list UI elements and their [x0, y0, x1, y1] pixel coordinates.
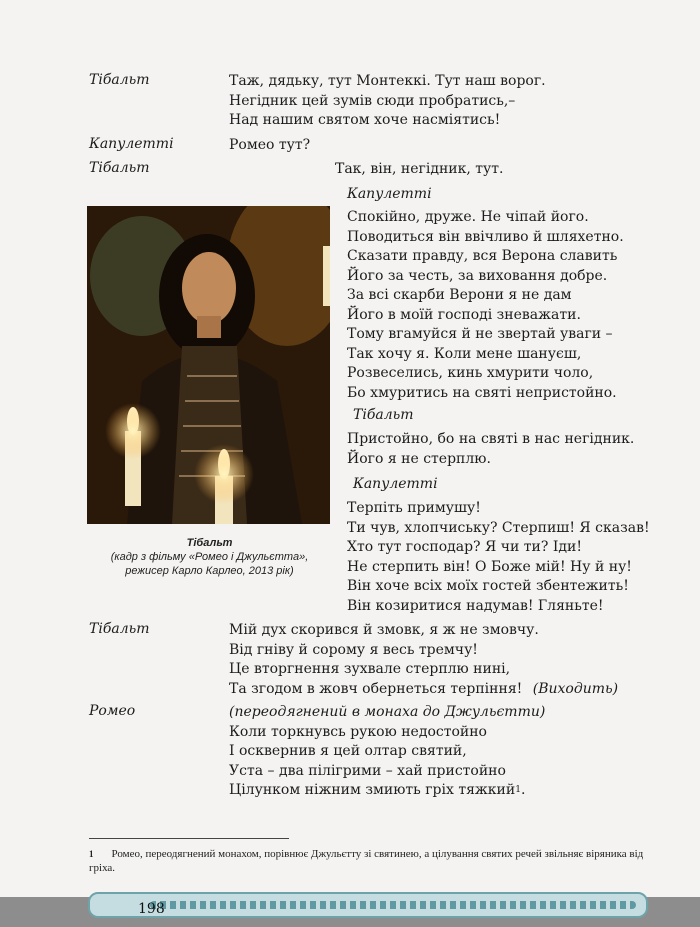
decorative-ornament-border — [88, 892, 648, 918]
verse-line: Спокійно, друже. Не чіпай його. — [347, 209, 589, 225]
speech-romeo — [229, 703, 545, 801]
verse-line: Негідник цей зумів сюди пробратись,– — [229, 92, 516, 109]
verse-line: Розвеселись, кинь хмурити чоло, — [347, 365, 594, 381]
verse-text: Цілунком ніжним змиють гріх тяжкий — [229, 782, 516, 798]
verse-end-punct: . — [520, 782, 526, 798]
verse-line: І осквернив я цей олтар святий, — [229, 743, 467, 759]
verse-line: Так хочу я. Коли мене шануєш, — [347, 345, 582, 362]
stage-direction-exit: (Виходить) — [532, 680, 619, 697]
speaker-tybalt-2: Тібальт — [89, 160, 150, 176]
verse-line: Таж, дядьку, тут Монтеккі. Тут наш ворог. — [229, 73, 546, 89]
verse-line: Мій дух скорився й змовк, я ж не змовчу. — [229, 622, 539, 638]
speech-tybalt-4 — [229, 621, 618, 699]
verse-line: Пристойно, бо на святі в нас негідник. — [347, 431, 635, 447]
speech-tybalt-3 — [347, 430, 634, 469]
verse-line: Його в моїй господі зневажати. — [347, 306, 581, 323]
speech-capulet-1 — [229, 136, 310, 156]
speaker-capulet-3: Капулетті — [353, 476, 438, 492]
page-number: 198 — [138, 901, 165, 917]
verse-line: Від гніву й сорому я весь тремчу! — [229, 641, 478, 658]
verse-line: Не стерпить він! О Боже мій! Ну й ну! — [347, 558, 632, 575]
verse-line: Тому вгамуйся й не звертай уваги – — [347, 326, 613, 342]
footnote-number: 1 — [89, 849, 94, 859]
film-still-image — [87, 206, 330, 524]
verse-line: Сказати правду, вся Верона славить — [347, 248, 618, 264]
verse-line: Це вторгнення зухвале стерплю нині, — [229, 661, 511, 677]
verse-line: Він хоче всіх моїх гостей збентежить! — [347, 578, 629, 594]
speaker-tybalt-1: Тібальт — [89, 72, 150, 88]
footnote-marker[interactable]: 1 — [515, 785, 521, 795]
speech-capulet-2 — [347, 208, 624, 403]
speech-tybalt-1 — [229, 72, 546, 131]
verse-line: Він козиритися надумав! Гляньте! — [347, 597, 604, 614]
speaker-tybalt-3: Тібальт — [353, 407, 414, 423]
footnote-divider — [89, 838, 289, 839]
tybalt-portrait-illustration — [87, 206, 330, 524]
footnote-text: Ромео, переодягнений монахом, порівнює Джульєтту зі святинею, а цілування святих речей звільняє віряника від гріха. — [89, 848, 644, 874]
verse-line — [229, 680, 618, 700]
stage-direction-disguise: (переодягнений в монаха до Джульєтти) — [229, 704, 546, 720]
verse-line: Хто тут господар? Я чи ти? Іди! — [347, 539, 582, 555]
verse-line: Бо хмуритись на святі непристойно. — [347, 384, 617, 401]
verse-line: Поводиться він ввічливо й шляхетно. — [347, 228, 624, 245]
speaker-capulet-1: Капулетті — [89, 136, 174, 152]
caption-title: Тібальт — [186, 537, 233, 549]
ornament-pattern — [150, 901, 636, 909]
verse-line — [229, 781, 545, 801]
verse-line: Коли торкнувсь рукою недостойно — [229, 723, 487, 740]
speaker-capulet-2: Капулетті — [347, 186, 432, 202]
speaker-romeo: Ромео — [89, 703, 136, 719]
verse-line: Ромео тут? — [229, 137, 311, 153]
verse-line: Його за честь, за виховання добре. — [347, 267, 608, 284]
verse-line: Ти чув, хлопчиську? Стерпиш! Я сказав! — [347, 519, 650, 536]
verse-line: Його я не стерплю. — [347, 450, 491, 467]
speech-capulet-3 — [347, 499, 650, 616]
footnote — [89, 847, 654, 875]
verse-line: Так, він, негідник, тут. — [335, 161, 504, 177]
caption-line: (кадр з фільму «Ромео і Джульєтта», — [110, 551, 309, 563]
verse-line: Уста – два пілігрими – хай пристойно — [229, 762, 506, 779]
verse-text: Та згодом в жовч обернеться терпіння! — [229, 680, 523, 697]
verse-line: За всі скарби Верони я не дам — [347, 287, 572, 303]
speech-tybalt-2 — [335, 160, 503, 180]
verse-line: Терпіть примушу! — [347, 500, 481, 516]
verse-line: Над нашим святом хоче насміятись! — [229, 112, 501, 128]
image-caption — [88, 536, 331, 578]
caption-line: режисер Карло Карлео, 2013 рік) — [125, 565, 294, 577]
speaker-tybalt-4: Тібальт — [89, 621, 150, 637]
